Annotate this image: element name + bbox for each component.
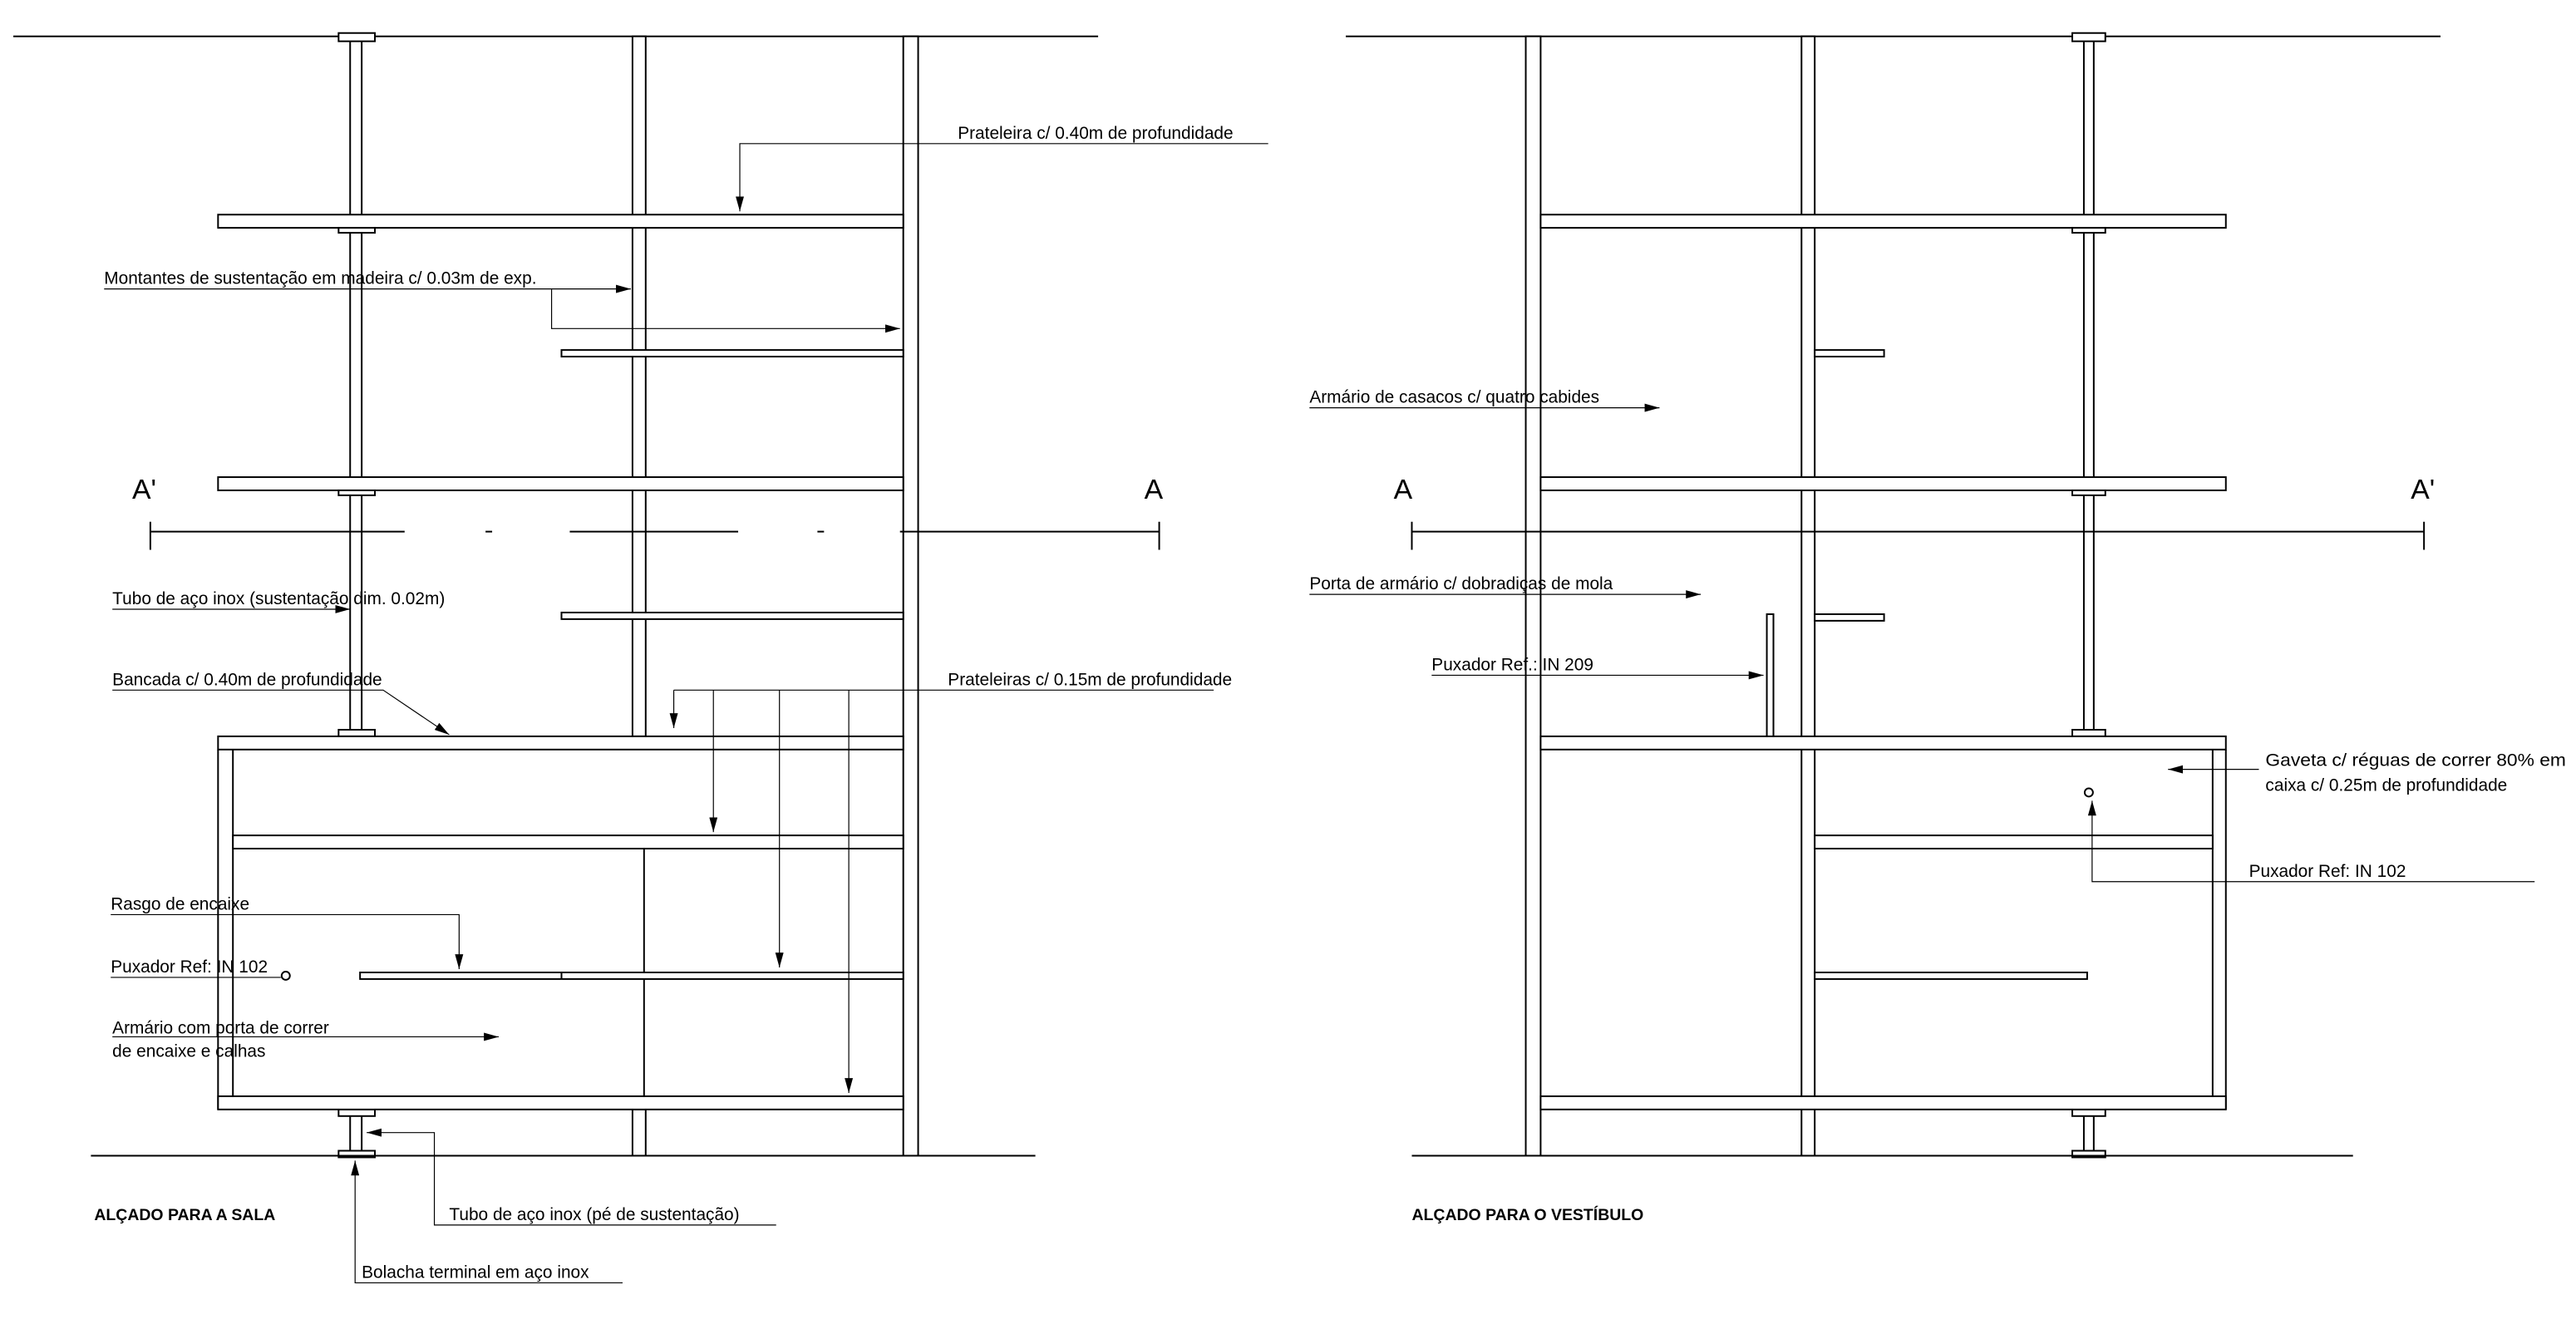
label-armario-2: de encaixe e calhas [112,1041,266,1061]
shelf-040-middle [218,477,903,490]
label-rasgo: Rasgo de encaixe [111,894,250,914]
label-tubo-pe: Tubo de aço inox (pé de sustentação) [449,1204,740,1224]
counter-top [218,736,903,750]
section-label-left: A [1393,473,1413,505]
label-puxador: Puxador Ref: IN 102 [111,957,268,977]
tube-cap [2072,490,2106,495]
cabinet-bottom-rail [218,1096,903,1110]
shelf-040-middle [1540,477,2225,490]
tube-cap [338,730,375,736]
drawer-handle-circle [2085,788,2093,796]
shelf-040-top [1540,214,2225,228]
cabinet-divider [233,835,903,849]
counter-top [1540,736,2225,750]
label-casacos: Armário de casacos c/ quatro cabides [1309,387,1600,407]
label-tubo: Tubo de aço inox (sustentação dim. 0.02m) [112,589,446,609]
handle-circle [282,972,290,980]
tube-cap [338,228,375,233]
leader-montantes-b [552,289,900,329]
elevation-sala [13,33,1268,1283]
elevation-vestibulo [1309,33,2566,1224]
leader-bancada [112,690,449,735]
title-vestibulo: ALÇADO PARA O VESTÍBULO [1411,1205,1644,1224]
label-bancada: Bancada c/ 0.40m de profundidade [112,670,382,690]
shelf-015-lower [561,613,903,619]
label-puxador-gaveta: Puxador Ref: IN 102 [2248,861,2406,881]
tube-cap [2072,33,2106,42]
section-label-right: A [1144,473,1164,505]
label-puxador-porta: Puxador Ref.: IN 209 [1431,655,1593,675]
leader-prateleira [740,144,1268,211]
steel-tube-upper [2084,37,2094,736]
tube-cap [338,1110,375,1116]
wood-upright-foot [633,1110,646,1156]
title-sala: ALÇADO PARA A SALA [94,1205,276,1224]
shelf-040-top [218,214,903,228]
section-label-left: A' [132,473,156,505]
steel-tube-upper [350,37,362,736]
wood-upright-upper [633,37,646,736]
cabinet-inner-shelf [1815,972,2087,979]
label-prateleiras: Prateleiras c/ 0.15m de profundidade [948,670,1233,690]
label-gaveta-1: Gaveta c/ réguas de correr 80% em [2265,751,2566,770]
label-gaveta-2: caixa c/ 0.25m de profundidade [2265,775,2508,795]
door-handle-bar [1767,614,1774,738]
cabinet-inner-shelf [360,972,904,979]
shelf-015-lower [1815,614,1884,621]
section-label-right: A' [2411,473,2436,505]
tube-cap [338,490,375,495]
label-montantes: Montantes de sustentação em madeira c/ 0.03m de exp. [104,268,537,288]
label-bolacha: Bolacha terminal em aço inox [362,1263,589,1282]
wood-upright [1801,37,1815,1156]
tube-cap [2072,228,2106,233]
label-porta: Porta de armário c/ dobradiças de mola [1309,574,1613,594]
shelf-015-upper [561,350,903,357]
tube-cap [2072,1110,2106,1116]
label-prateleira: Prateleira c/ 0.40m de profundidade [958,123,1234,143]
side-panel [1526,37,1541,1156]
shelf-015-upper [1815,350,1884,357]
tube-cap [2072,730,2106,736]
label-armario-1: Armário com porta de correr [112,1018,329,1038]
tube-cap [338,33,375,42]
drawer-divider [1815,835,2213,849]
cabinet-bottom-rail [1540,1096,2225,1110]
side-panel [904,37,919,1156]
